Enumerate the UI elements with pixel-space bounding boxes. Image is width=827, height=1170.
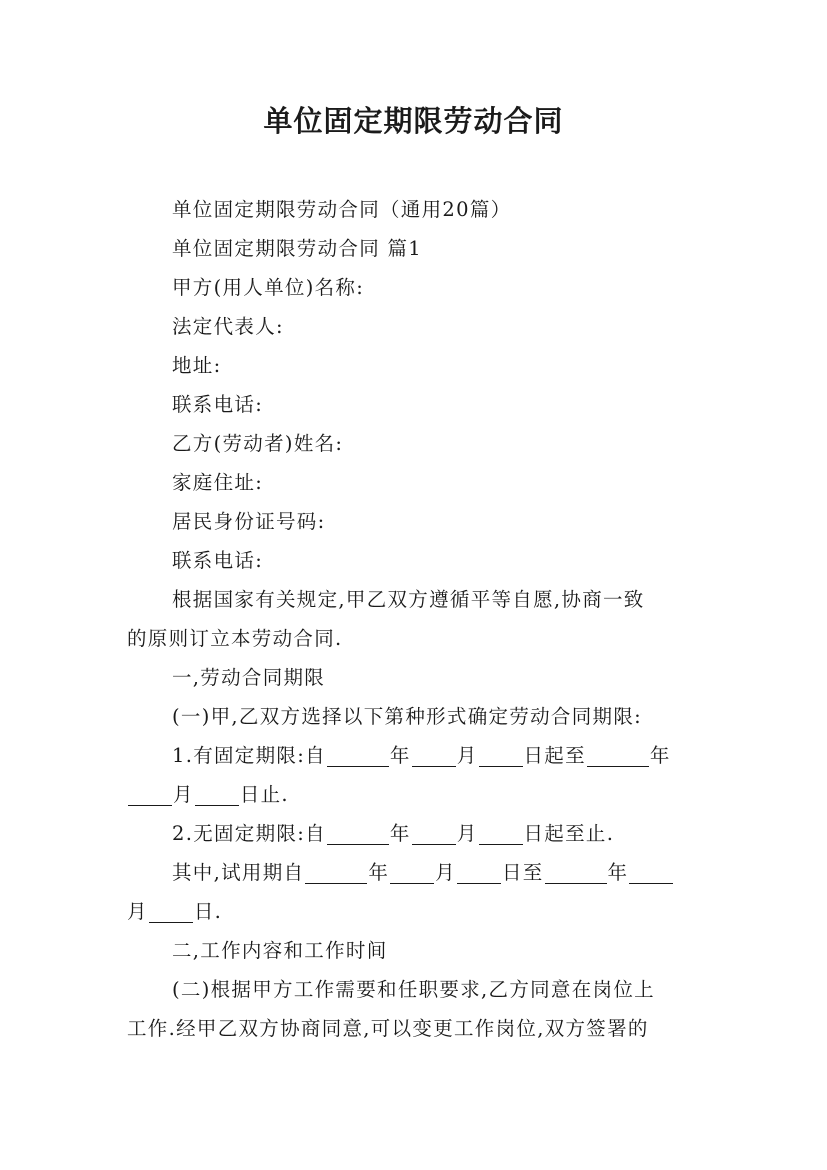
- text-fragment: 月: [456, 744, 478, 767]
- paragraph-preamble-line2: 的原则订立本劳动合同.: [127, 627, 343, 650]
- section-heading-term: 一,劳动合同期限: [172, 666, 326, 689]
- text-fragment: 年: [389, 744, 411, 767]
- blank-line[interactable]: [457, 861, 501, 884]
- blank-line[interactable]: [128, 783, 172, 806]
- paragraph-work-line1: (二)根据甲方工作需要和任职要求,乙方同意在岗位上: [172, 978, 655, 1001]
- paragraph-work-line2: 工作.经甲乙双方协商同意,可以变更工作岗位,双方签署的: [127, 1017, 649, 1040]
- blank-line[interactable]: [327, 822, 389, 845]
- paragraph-open-term: [127, 814, 707, 853]
- document-body: [127, 190, 707, 1048]
- paragraph-collection-title: 单位固定期限劳动合同（通用20篇）: [172, 198, 512, 221]
- blank-line[interactable]: [479, 822, 523, 845]
- blank-line[interactable]: [149, 900, 193, 923]
- text-fragment: 年: [389, 822, 411, 845]
- paragraph-employer-phone: 联系电话:: [172, 393, 264, 416]
- paragraph-employee-name: 乙方(劳动者)姓名:: [172, 432, 344, 455]
- blank-line[interactable]: [545, 861, 607, 884]
- blank-line[interactable]: [479, 744, 523, 767]
- text-fragment: 年: [649, 744, 671, 767]
- paragraph-employer-name: 甲方(用人单位)名称:: [172, 276, 365, 299]
- paragraph-id-number: 居民身份证号码:: [172, 510, 326, 533]
- section-heading-work: 二,工作内容和工作时间: [172, 939, 388, 962]
- text-fragment: 日.: [193, 900, 223, 923]
- blank-line[interactable]: [390, 861, 434, 884]
- text-fragment: 月: [435, 861, 456, 884]
- blank-line[interactable]: [412, 822, 456, 845]
- blank-line[interactable]: [587, 744, 649, 767]
- paragraph-address: 地址:: [172, 354, 222, 377]
- paragraph-fixed-term-line1: [127, 736, 707, 775]
- text-fragment: 日止.: [239, 783, 289, 806]
- text-fragment: 月: [456, 822, 478, 845]
- document-title: 单位固定期限劳动合同: [263, 104, 564, 138]
- text-fragment: 日至: [501, 861, 544, 884]
- paragraph-employee-phone: 联系电话:: [172, 549, 264, 572]
- text-fragment: 其中,试用期自: [172, 861, 305, 884]
- text-fragment: 日起至止.: [523, 822, 615, 845]
- text-fragment: 日起至: [523, 744, 586, 767]
- paragraph-probation-line2: [127, 892, 707, 931]
- blank-line[interactable]: [412, 744, 456, 767]
- paragraph-home-address: 家庭住址:: [172, 471, 264, 494]
- paragraph-preamble-line1: 根据国家有关规定,甲乙双方遵循平等自愿,协商一致: [172, 588, 645, 611]
- blank-line[interactable]: [629, 861, 673, 884]
- paragraph-legal-representative: 法定代表人:: [172, 315, 284, 338]
- text-fragment: 年: [368, 861, 390, 884]
- paragraph-article-heading: 单位固定期限劳动合同 篇1: [172, 237, 423, 260]
- text-fragment: 年: [607, 861, 629, 884]
- paragraph-term-form: (一)甲,乙双方选择以下第种形式确定劳动合同期限:: [172, 705, 642, 728]
- blank-line[interactable]: [327, 744, 389, 767]
- text-fragment: 月: [173, 783, 194, 806]
- paragraph-probation-line1: [127, 853, 707, 892]
- text-fragment: 1.有固定期限:自: [172, 744, 326, 767]
- blank-line[interactable]: [305, 861, 367, 884]
- text-fragment: 2.无固定期限:自: [172, 822, 326, 845]
- paragraph-fixed-term-line2: [127, 775, 707, 814]
- text-fragment: 月: [127, 900, 148, 923]
- blank-line[interactable]: [195, 783, 239, 806]
